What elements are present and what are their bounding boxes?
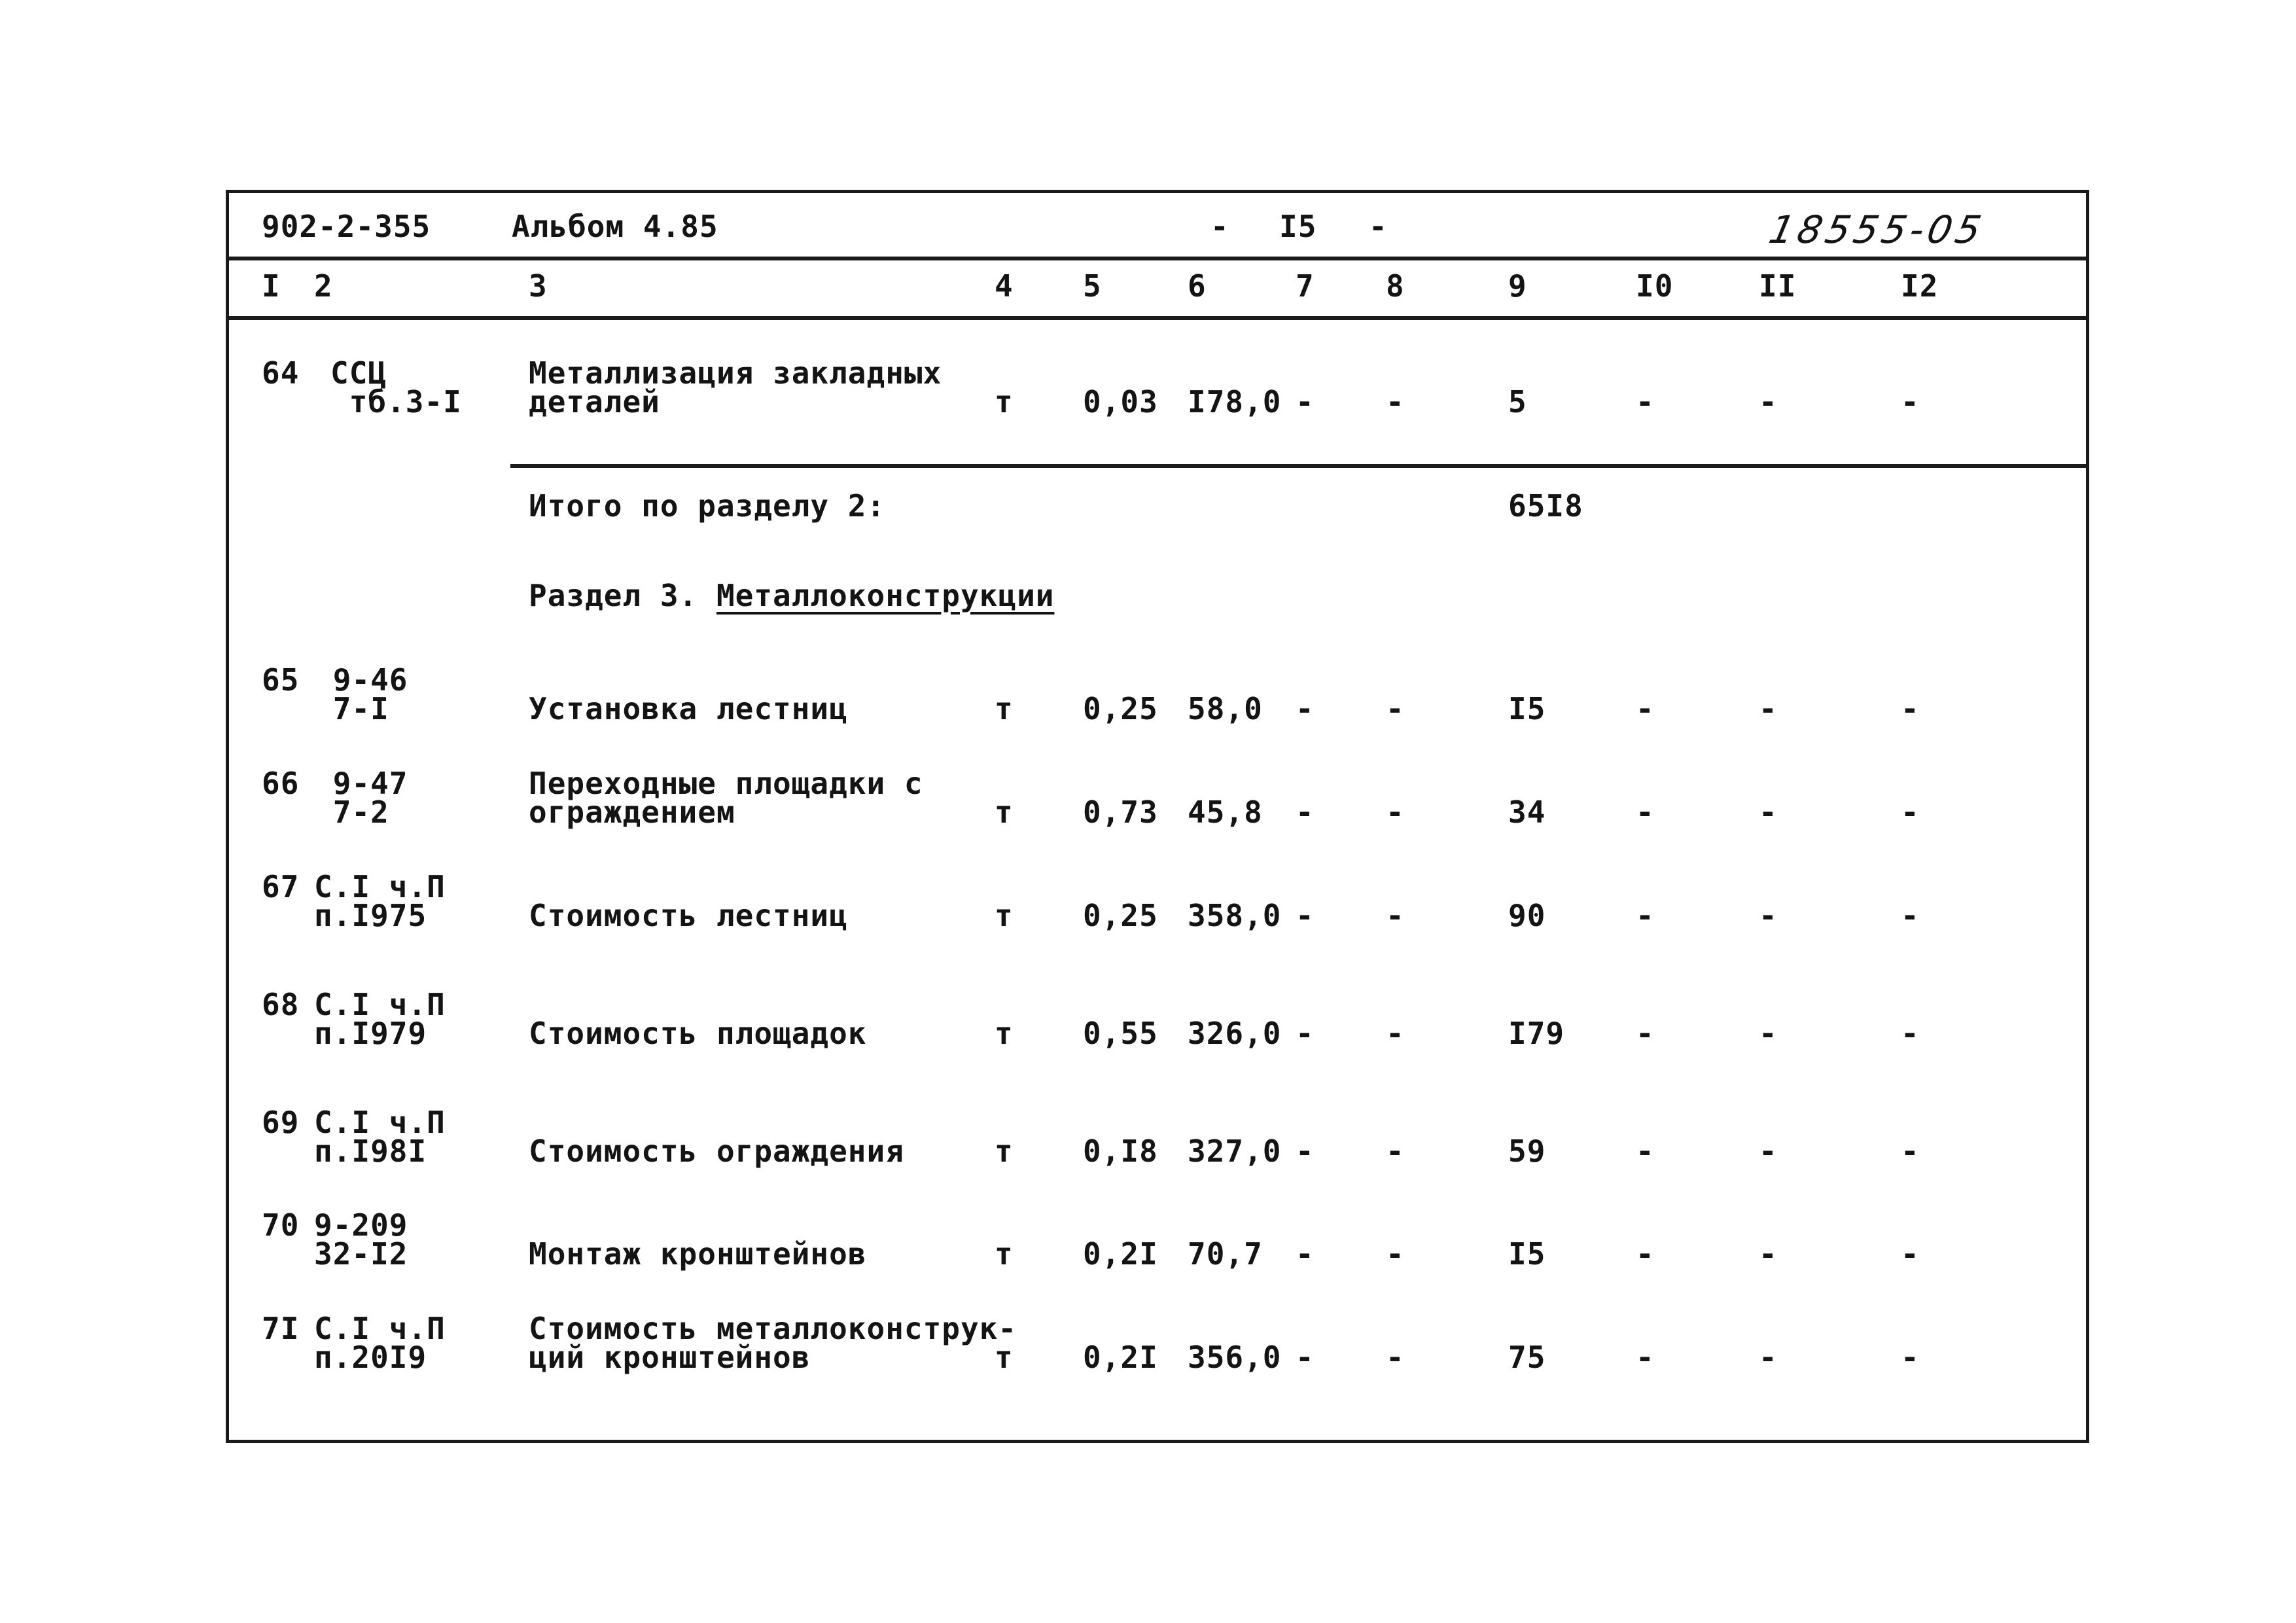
row-col7: - [1296,898,1315,933]
row-col8: - [1386,691,1405,726]
column-number: 6 [1188,268,1207,304]
row-quantity: 0,73 [1083,794,1158,830]
row-col8: - [1386,794,1405,830]
column-number: I2 [1901,268,1939,304]
row-col7: - [1296,384,1315,419]
row-col12: - [1901,691,1920,726]
row-quantity: 0,55 [1083,1016,1158,1051]
section-heading [529,580,1054,611]
row-reference: С.I ч.П п.I975 [314,869,446,933]
row-col7: - [1296,1133,1315,1169]
column-number: I [262,268,281,304]
column-number: 3 [529,268,548,304]
row-quantity: 0,25 [1083,898,1158,933]
row-unit: т [995,1340,1014,1375]
row-total: I79 [1508,1016,1565,1051]
row-price: 327,0 [1188,1133,1282,1169]
row-col11: - [1759,898,1778,933]
row-price: I78,0 [1188,384,1282,419]
column-number: I0 [1636,268,1674,304]
stamp-number: 18555-05 [1765,207,1989,252]
row-total: 90 [1508,898,1546,933]
row-col12: - [1901,794,1920,830]
row-col7: - [1296,691,1315,726]
row-name: Монтаж кронштейнов [529,1236,867,1272]
column-number: 2 [314,268,333,304]
subtotal-label: Итого по разделу 2: [529,488,886,524]
row-price: 358,0 [1188,898,1282,933]
row-reference: 9-47 7-2 [332,766,408,830]
row-col8: - [1386,898,1405,933]
row-col11: - [1759,1016,1778,1051]
row-unit: т [995,1133,1014,1169]
row-col7: - [1296,794,1315,830]
row-name: Стоимость лестниц [529,898,848,933]
row-total: 5 [1508,384,1527,419]
row-col12: - [1901,898,1920,933]
doc-code: 902-2-355 [262,209,431,244]
row-unit: т [995,691,1014,726]
row-price: 356,0 [1188,1340,1282,1375]
section-title: Металлоконструкции [716,578,1055,613]
row-total: 75 [1508,1340,1546,1375]
row-col12: - [1901,384,1920,419]
page-dash-left: - [1210,209,1229,244]
row-price: 70,7 [1188,1236,1263,1272]
row-col11: - [1759,384,1778,419]
row-col7: - [1296,1340,1315,1375]
row-total: I5 [1508,1236,1546,1272]
row-unit: т [995,794,1014,830]
page-number: I5 [1279,209,1317,244]
column-number: 5 [1083,268,1102,304]
album-label: Альбом 4.85 [512,209,718,244]
row-reference: ССЦ тб.3-I [330,355,462,419]
row-name: Стоимость ограждения [529,1133,904,1169]
row-col10: - [1636,1016,1655,1051]
row-number: 70 [262,1207,300,1243]
row-col12: - [1901,1016,1920,1051]
row-name: Металлизация закладных деталей [529,355,942,419]
row-col7: - [1296,1236,1315,1272]
row-reference: С.I ч.П п.20I9 [314,1311,446,1375]
row-price: 45,8 [1188,794,1263,830]
row-reference: 9-209 32-I2 [314,1207,408,1272]
row-reference: С.I ч.П п.I979 [314,987,446,1051]
row-name: Стоимость площадок [529,1016,867,1051]
row-col8: - [1386,384,1405,419]
page-dash-right: - [1369,209,1388,244]
row-col11: - [1759,794,1778,830]
row-total: 34 [1508,794,1546,830]
row-number: 7I [262,1311,300,1346]
row-quantity: 0,2I [1083,1236,1158,1272]
subtotal-rule [510,464,2089,468]
row-number: 69 [262,1105,300,1140]
row-name: Установка лестниц [529,691,848,726]
row-col10: - [1636,794,1655,830]
row-unit: т [995,1236,1014,1272]
column-number: II [1759,268,1797,304]
row-reference: С.I ч.П п.I98I [314,1105,446,1169]
row-quantity: 0,03 [1083,384,1158,419]
row-quantity: 0,I8 [1083,1133,1158,1169]
column-number: 4 [995,268,1014,304]
header-rule [226,257,2089,260]
row-col11: - [1759,691,1778,726]
row-unit: т [995,384,1014,419]
subtotal-value: 65I8 [1508,488,1583,524]
row-price: 58,0 [1188,691,1263,726]
column-header-rule [226,316,2089,320]
row-col10: - [1636,384,1655,419]
row-col8: - [1386,1236,1405,1272]
row-col10: - [1636,691,1655,726]
row-quantity: 0,2I [1083,1340,1158,1375]
row-col12: - [1901,1236,1920,1272]
row-col10: - [1636,1133,1655,1169]
row-quantity: 0,25 [1083,691,1158,726]
row-unit: т [995,898,1014,933]
row-col8: - [1386,1340,1405,1375]
row-number: 65 [262,662,300,698]
column-number: 7 [1296,268,1315,304]
row-total: I5 [1508,691,1546,726]
row-unit: т [995,1016,1014,1051]
row-col10: - [1636,1340,1655,1375]
row-price: 326,0 [1188,1016,1282,1051]
column-number: 9 [1508,268,1527,304]
row-reference: 9-46 7-I [332,662,408,726]
row-col8: - [1386,1016,1405,1051]
row-col12: - [1901,1340,1920,1375]
column-number: 8 [1386,268,1405,304]
row-number: 68 [262,987,300,1022]
row-number: 64 [262,355,300,391]
row-col10: - [1636,1236,1655,1272]
row-name: Стоимость металлоконструк- ций кронштейнов [529,1311,1017,1375]
row-col7: - [1296,1016,1315,1051]
row-total: 59 [1508,1133,1546,1169]
row-number: 66 [262,766,300,801]
row-col12: - [1901,1133,1920,1169]
row-number: 67 [262,869,300,904]
row-col8: - [1386,1133,1405,1169]
row-col10: - [1636,898,1655,933]
row-col11: - [1759,1236,1778,1272]
row-col11: - [1759,1133,1778,1169]
section-prefix: Раздел 3. [529,578,716,613]
row-col11: - [1759,1340,1778,1375]
row-name: Переходные площадки с ограждением [529,766,923,830]
